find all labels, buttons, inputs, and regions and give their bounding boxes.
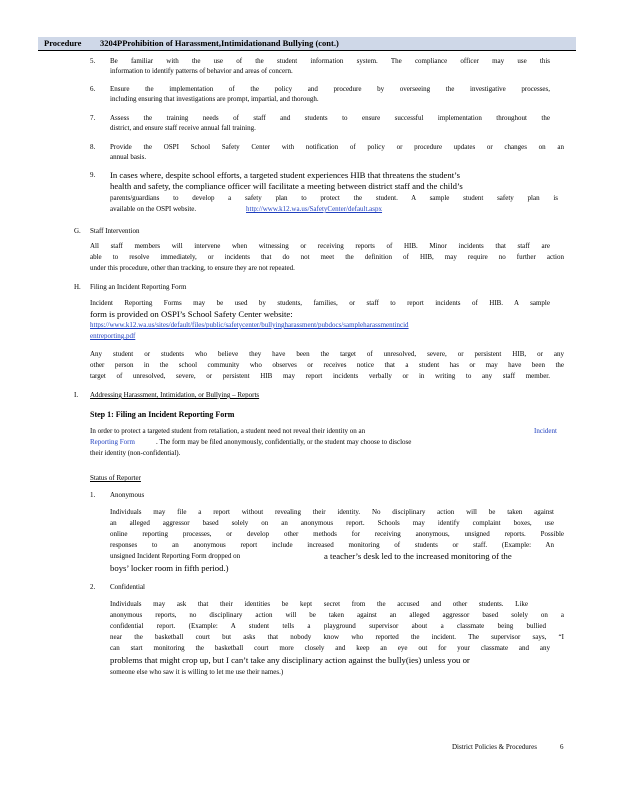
step-text: In order to protect a targeted student from retaliation, a student need not reveal their identity on an [90, 427, 366, 435]
list-title: Anonymous [110, 491, 145, 499]
list-text: near the basketball court but asks that nobody know who reported the incident. The supervisor says, “I [110, 633, 564, 641]
item-text: In cases where, despite school efforts, a targeted student experiences HIB that threatens the student’s [110, 170, 460, 180]
section-letter: G. [74, 227, 81, 235]
item-text: Assess the training needs of staff and students to ensure successful implementation throughout the [110, 114, 550, 122]
sample-form-link[interactable]: https://www.k12.wa.us/sites/default/files/public/safetycenter/bullyingharassment/pubdocs/sampleharassmentincid [90, 321, 409, 329]
item-number: 6. [90, 85, 96, 93]
list-text: responses to an anonymous report include increased monitoring of students or staff. (Example: An [110, 541, 554, 549]
list-text: can start monitoring the basketball court more closely and keep an eye out for your classmate and any [110, 644, 550, 652]
list-text: confidential report. (Example: A student tells a playground supervisor about a classmate being bullied [110, 622, 546, 630]
list-number: 1. [90, 491, 96, 499]
item-text: district, and ensure staff receive annual fall training. [110, 124, 256, 132]
item-number: 9. [90, 171, 96, 179]
procedure-title: 3204PProhibition of Harassment,Intimidationand Bullying (cont.) [100, 38, 339, 48]
item-text: including ensuring that investigations are prompt, impartial, and thorough. [110, 95, 319, 103]
section-title: Staff Intervention [90, 227, 140, 235]
status-heading: Status of Reporter [90, 474, 141, 482]
section-text: other person in the school community who observes or receives notice that a student has or may have been the [90, 361, 564, 369]
list-text: online reporting processes, or develop other methods for receiving anonymous, unsigned reports. Possible [110, 530, 564, 538]
item-text: parents/guardians to develop a safety plan to protect the student. A sample student safety plan is [110, 194, 558, 202]
list-text: unsigned Incident Reporting Form dropped on [110, 552, 241, 560]
section-text: All staff members will intervene when witnessing or receiving reports of HIB. Minor incidents that staff are [90, 242, 550, 250]
section-text: Any student or students who believe they have been the target of unresolved, severe, or persistent HIB, or any [90, 350, 564, 358]
item-number: 8. [90, 143, 96, 151]
section-text: Incident Reporting Forms may be used by students, families, or staff to report incidents of HIB. A sample [90, 299, 550, 307]
item-number: 5. [90, 57, 96, 65]
item-text: health and safety, the compliance officer will facilitate a meeting between district staff and the child’s [110, 181, 463, 191]
section-letter: I. [74, 391, 79, 399]
page-number: 6 [560, 743, 564, 751]
step-heading: Step 1: Filing an Incident Reporting Form [90, 410, 235, 419]
item-text: Be familiar with the use of the student information system. The compliance officer may use this [110, 57, 550, 65]
section-title: Addressing Harassment, Intimidation, or Bullying – Reports [90, 391, 260, 399]
item-text: Provide the OSPI School Safety Center with notification of policy or procedure updates or changes on an [110, 143, 564, 151]
list-text: Individuals may ask that their identities be kept secret from the accused and other students. Like [110, 600, 528, 608]
list-text: an alleged aggressor based solely on an anonymous report. Schools may identify complaint boxes, use [110, 519, 554, 527]
item-text: Ensure the implementation of the policy and procedure by overseeing the investigative processes, [110, 85, 550, 93]
list-text: anonymous reports, no disciplinary action will be taken against an alleged aggressor based solely on a [110, 611, 564, 619]
sample-form-link-continued[interactable]: entreporting.pdf [90, 332, 136, 340]
section-letter: H. [74, 283, 81, 291]
list-text: Individuals may file a report without revealing their identity. No disciplinary action will be taken against [110, 508, 554, 516]
incident-form-link-continued[interactable]: Reporting Form [90, 438, 135, 446]
procedure-label: Procedure [44, 38, 82, 48]
incident-form-link[interactable]: Incident [534, 427, 557, 435]
section-text: target of unresolved, severe, or persistent HIB may report incidents verbally or in writing to any staff member. [90, 372, 550, 380]
safety-center-link[interactable]: http://www.k12.wa.us/SafetyCenter/default.aspx [246, 205, 383, 213]
list-title: Confidential [110, 583, 145, 591]
list-text: someone else who saw it is willing to let me use their names.) [110, 668, 284, 676]
section-title: Filing an Incident Reporting Form [90, 283, 187, 291]
item-text: available on the OSPI website. [110, 205, 197, 213]
list-number: 2. [90, 583, 96, 591]
section-text: able to resolve immediately, or incidents that do not meet the definition of HIB, may require no further action [90, 253, 564, 261]
item-text: information to identify patterns of behavior and areas of concern. [110, 67, 293, 75]
page-header-bar [38, 37, 576, 51]
footer-label: District Policies & Procedures [452, 743, 537, 751]
section-text: under this procedure, other than tracking, to ensure they are not repeated. [90, 264, 295, 272]
step-text: . The form may be filed anonymously, confidentially, or the student may choose to disclose [156, 438, 412, 446]
list-text: a teacher’s desk led to the increased monitoring of the [324, 551, 512, 561]
section-text: form is provided on OSPI’s School Safety Center website: [90, 309, 293, 319]
step-text: their identity (non-confidential). [90, 449, 181, 457]
list-text: problems that might crop up, but I can’t take any disciplinary action against the bully(ies) unless you or [110, 655, 470, 665]
item-number: 7. [90, 114, 96, 122]
item-text: annual basis. [110, 153, 147, 161]
list-text: boys’ locker room in fifth period.) [110, 563, 229, 573]
